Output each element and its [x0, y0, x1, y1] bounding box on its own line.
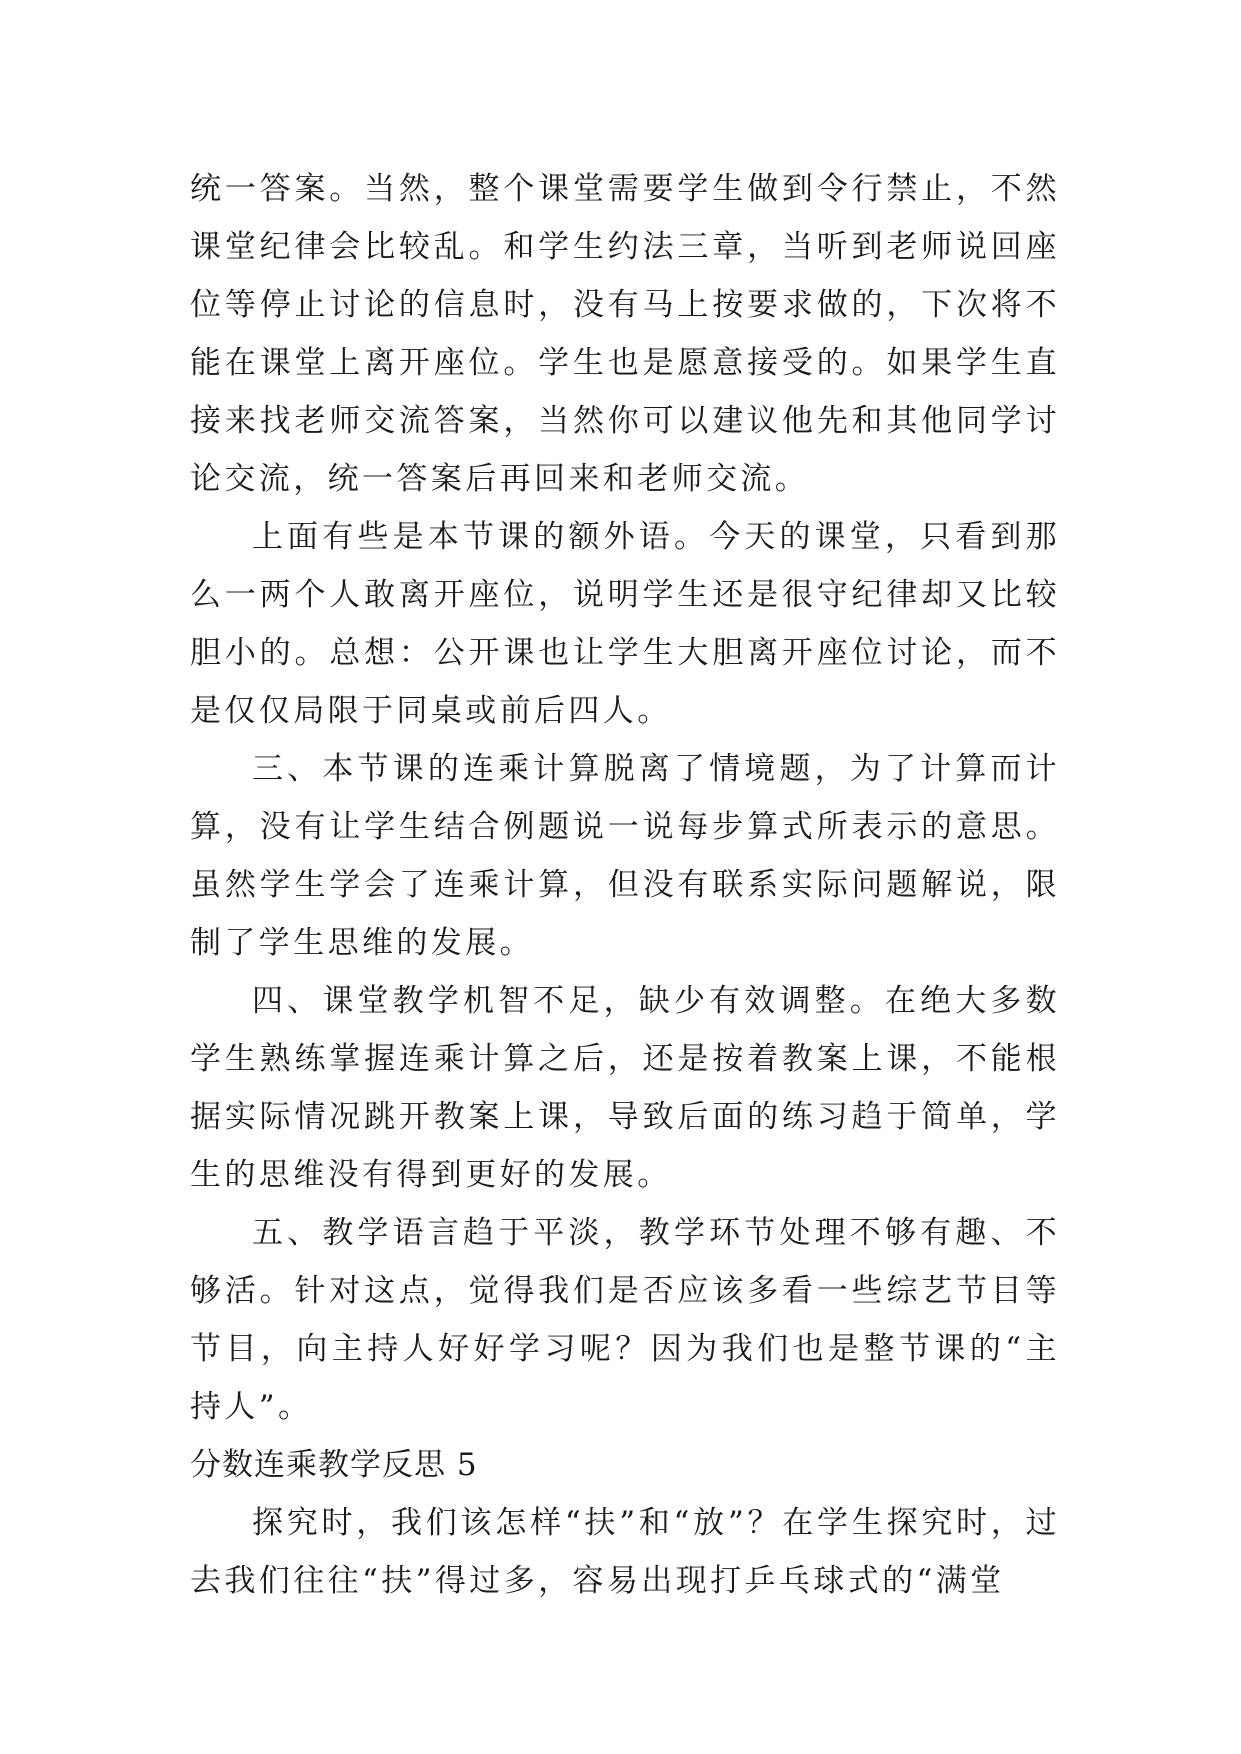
section-heading: 分数连乘教学反思 5: [190, 1447, 478, 1483]
paragraph-point-five: 五、教学语言趋于平淡，教学环节处理不够有趣、不够活。针对这点，觉得我们是否应该多看一些综艺节目等节目，向主持人好好学习呢？因为我们也是整节课的“主持人”。: [190, 1215, 1060, 1425]
paragraph-point-three: 三、本节课的连乘计算脱离了情境题，为了计算而计算，没有让学生结合例题说一说每步算式所表示的意思。虽然学生学会了连乘计算，但没有联系实际问题解说，限制了学生思维的发展。: [190, 751, 1060, 961]
paragraph-extra-remarks: 上面有些是本节课的额外语。今天的课堂，只看到那么一两个人敢离开座位，说明学生还是很守纪律却又比较胆小的。总想：公开课也让学生大胆离开座位讨论，而不是仅仅局限于同桌或前后四人。: [190, 519, 1060, 729]
paragraph-point-four: 四、课堂教学机智不足，缺少有效调整。在绝大多数学生熟练掌握连乘计算之后，还是按着教案上课，不能根据实际情况跳开教案上课，导致后面的练习趋于简单，学生的思维没有得到更好的发展。: [190, 983, 1060, 1193]
paragraph-continuation: 统一答案。当然，整个课堂需要学生做到令行禁止，不然课堂纪律会比较乱。和学生约法三章，当听到老师说回座位等停止讨论的信息时，没有马上按要求做的，下次将不能在课堂上离开座位。学生也是愿意接受的。如果学生直接来找老师交流答案，当然你可以建议他先和其他同学讨论交流，统一答案后再回来和老师交流。: [190, 171, 1060, 497]
paragraph-section-intro: 探究时，我们该怎样“扶”和“放”？在学生探究时，过去我们往往“扶”得过多，容易出现打乒乓球式的“满堂: [190, 1505, 1060, 1599]
document-body: [190, 160, 1060, 1610]
